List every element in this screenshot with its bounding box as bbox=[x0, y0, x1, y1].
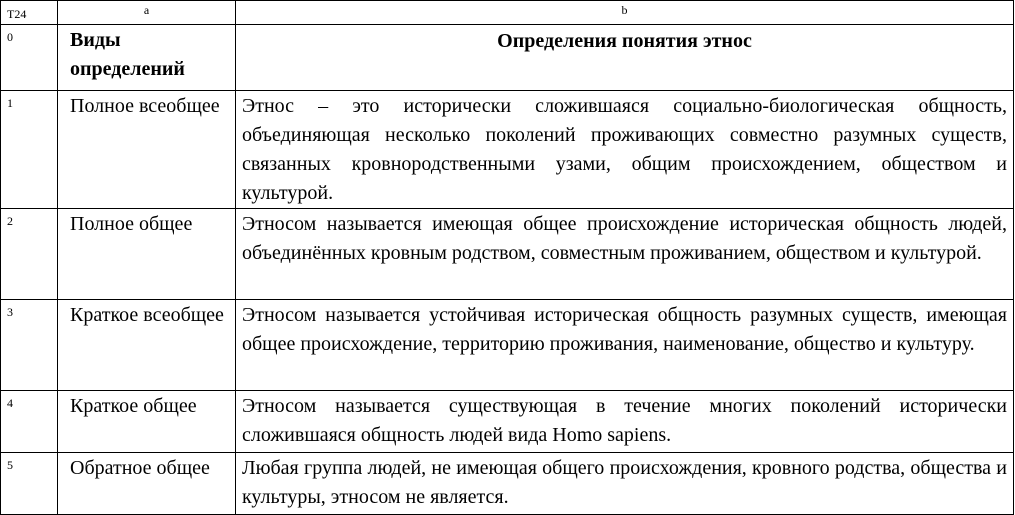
definition-kind: Краткое общее bbox=[58, 391, 236, 453]
column-letter-row bbox=[1, 1, 1014, 25]
definition-kind: Полное всеобщее bbox=[58, 91, 236, 209]
definition-text: Этнос – это исторически сложившаяся социально-биологическая общность, объединяющая несколько поколений проживающих совместно разумных существ, связанных кровнородственными узами, общим происхождением, обществом и культурой. bbox=[236, 91, 1014, 209]
row-index: 4 bbox=[1, 391, 58, 453]
table-row bbox=[1, 391, 1014, 453]
definition-text: Этносом называется имеющая общее происхождение историческая общность людей, объединённых кровным родством, совместным проживанием, обществом и культурой. bbox=[236, 209, 1014, 300]
row-index: 5 bbox=[1, 453, 58, 515]
table-id-label: T24 bbox=[1, 1, 58, 25]
header-row bbox=[1, 25, 1014, 91]
table-row bbox=[1, 91, 1014, 209]
definition-text: Этносом называется устойчивая историческая общность разумных существ, имеющая общее происхождение, территорию проживания, наименование, общество и культуру. bbox=[236, 300, 1014, 391]
column-b-label: b bbox=[236, 1, 1014, 25]
table-row bbox=[1, 453, 1014, 515]
definition-text: Любая группа людей, не имеющая общего происхождения, кровного родства, общества и культуры, этносом не является. bbox=[236, 453, 1014, 515]
column-a-label: a bbox=[58, 1, 236, 25]
definition-kind: Обратное общее bbox=[58, 453, 236, 515]
row-index: 2 bbox=[1, 209, 58, 300]
row-index: 1 bbox=[1, 91, 58, 209]
definition-kind: Краткое всеобщее bbox=[58, 300, 236, 391]
table-row bbox=[1, 209, 1014, 300]
table-row bbox=[1, 300, 1014, 391]
kind-column-header: Виды определений bbox=[58, 25, 236, 91]
definition-column-header: Определения понятия этнос bbox=[236, 25, 1014, 91]
definition-kind: Полное общее bbox=[58, 209, 236, 300]
row-index: 3 bbox=[1, 300, 58, 391]
row-index: 0 bbox=[1, 25, 58, 91]
definition-text: Этносом называется существующая в течение многих поколений исторически сложившаяся общность людей вида Homo sapiens. bbox=[236, 391, 1014, 453]
